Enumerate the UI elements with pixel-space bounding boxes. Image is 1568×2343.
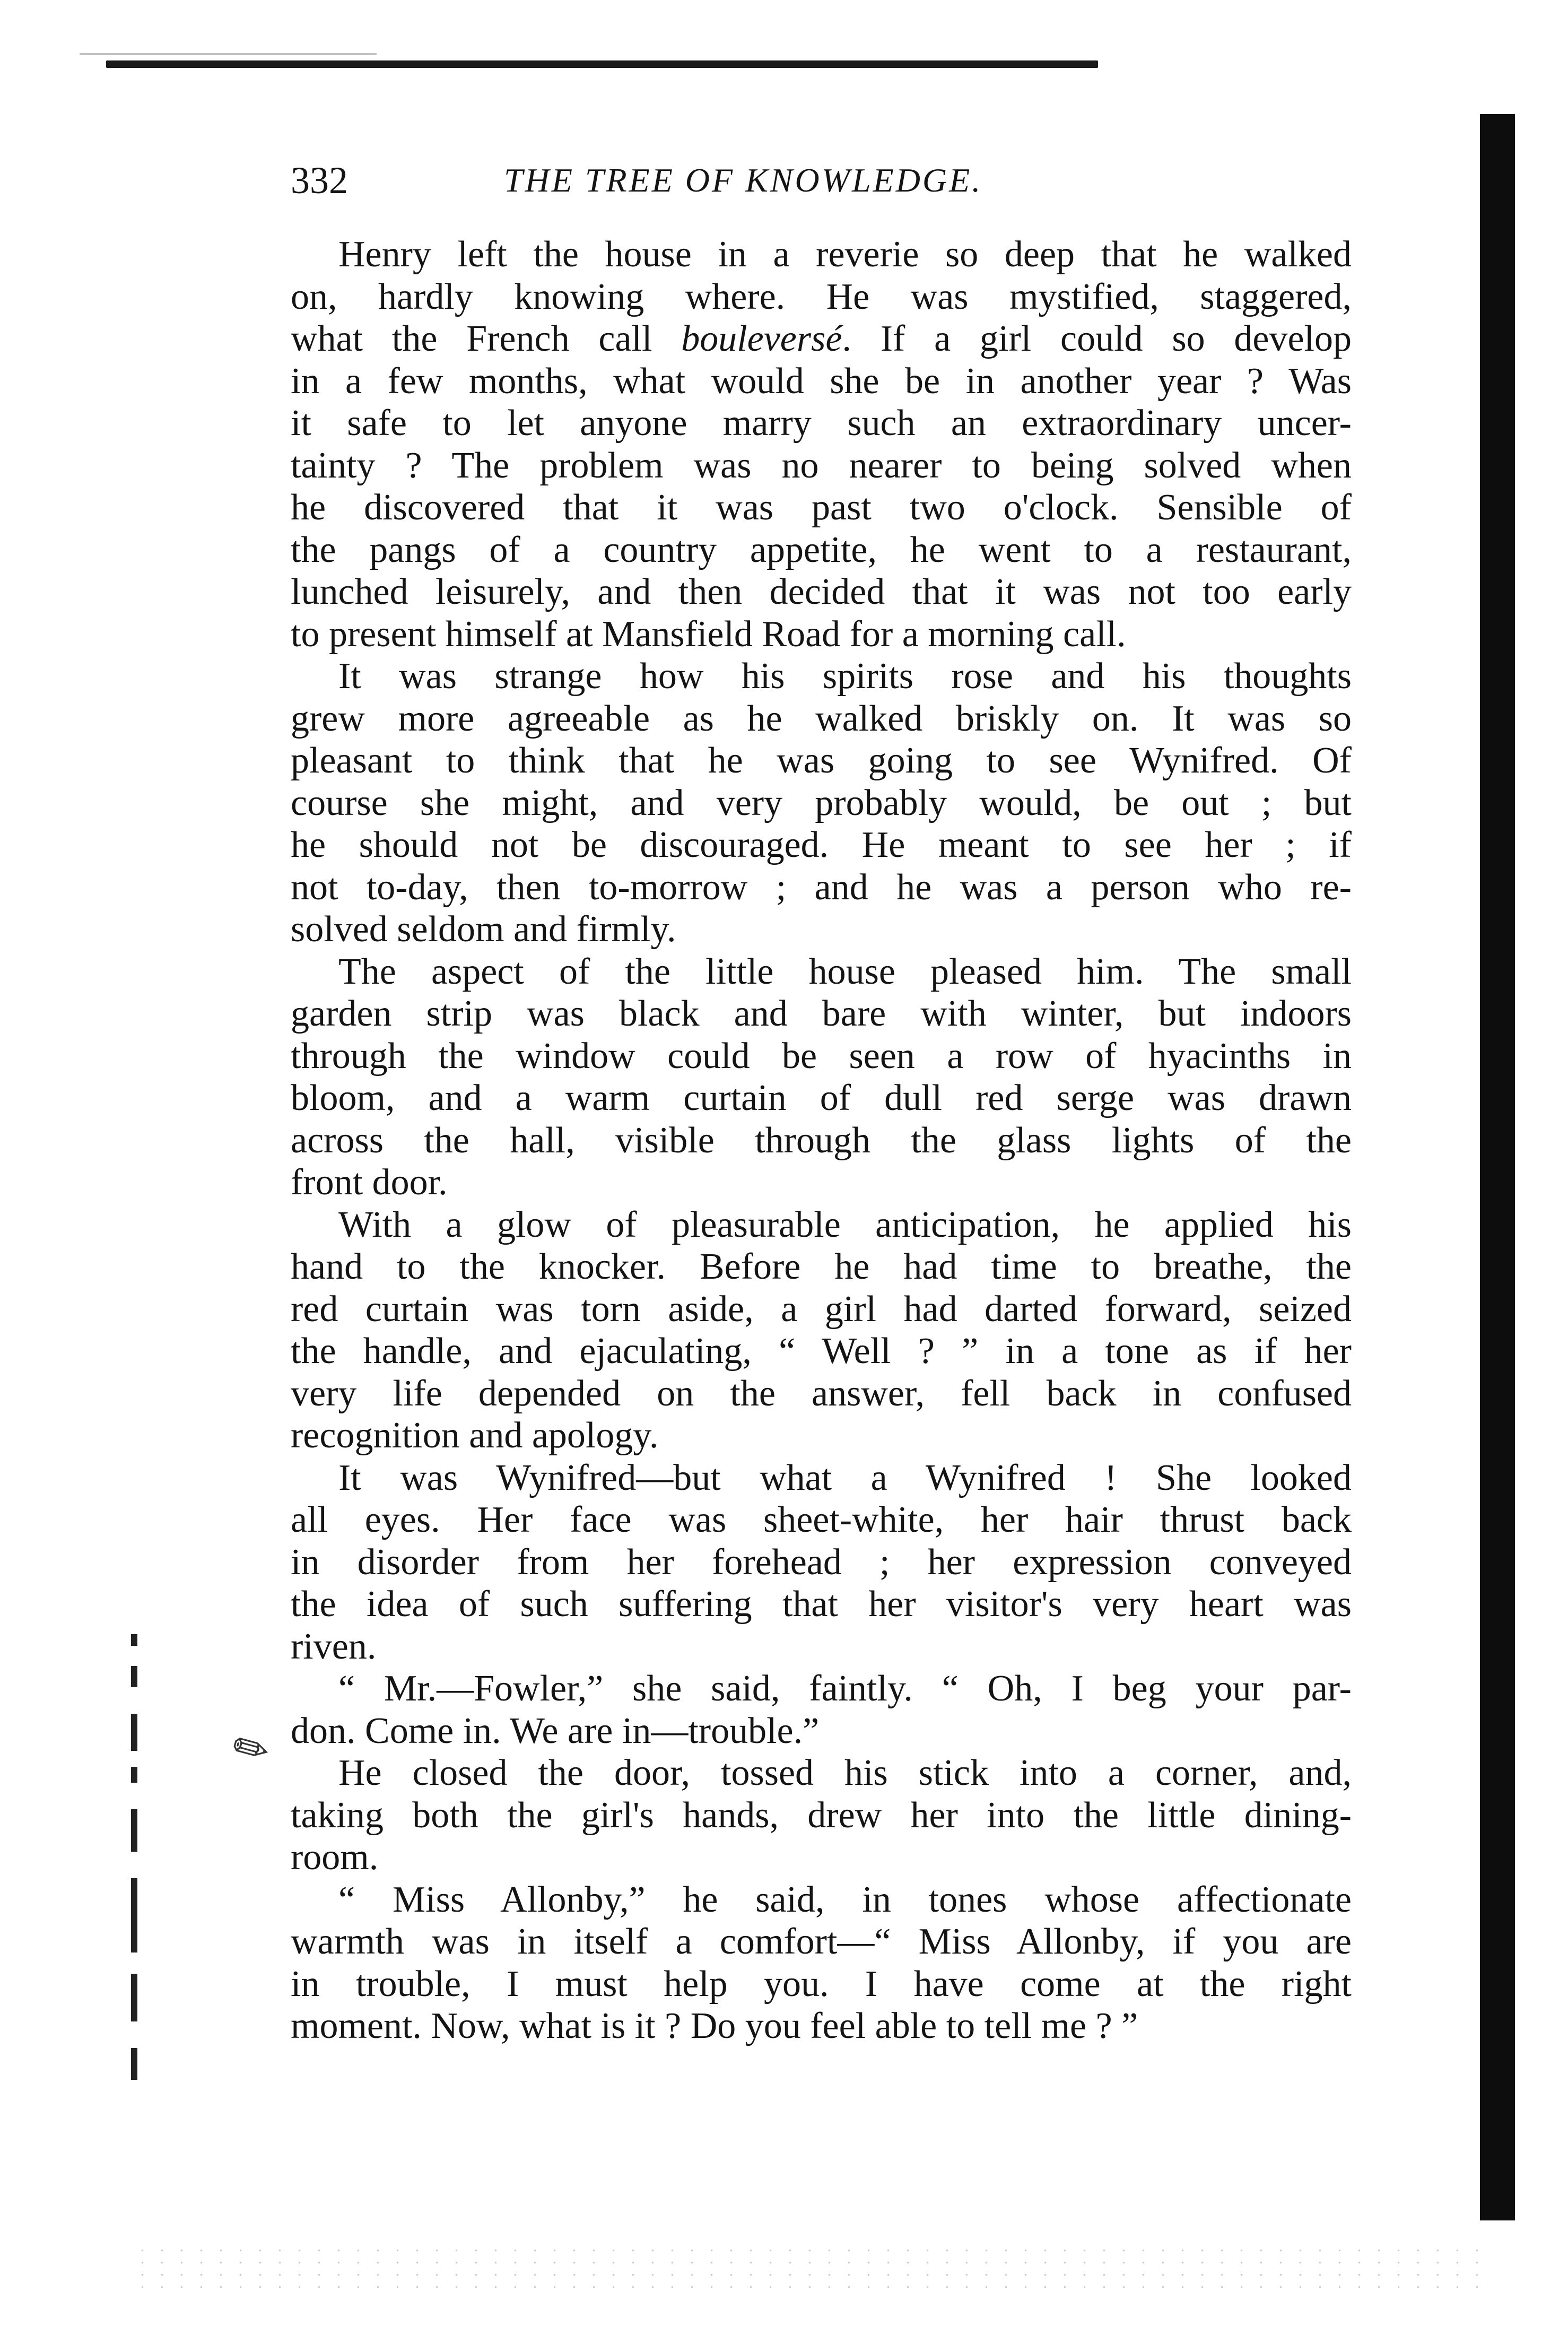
- text-line: in trouble, I must help you. I have come at the right: [291, 1963, 1352, 2004]
- text-line: the idea of such suffering that her visitor's very heart was: [291, 1584, 1352, 1625]
- text-line: across the hall, visible through the glass lights of the: [291, 1120, 1352, 1161]
- page-number: 332: [291, 159, 348, 202]
- margin-marks: [125, 1634, 146, 2112]
- text-line: lunched leisurely, and then decided that it was not too early: [291, 571, 1352, 612]
- text-line: he discovered that it was past two o'clock. Sensible of: [291, 487, 1352, 528]
- text-line: warmth was in itself a comfort—“ Miss Allonby, if you are: [291, 1921, 1352, 1962]
- text-line: through the window could be seen a row of hyacinths in: [291, 1035, 1352, 1077]
- text-line: red curtain was torn aside, a girl had darted forward, seized: [291, 1288, 1352, 1330]
- text-line: the pangs of a country appetite, he went to a restaurant,: [291, 529, 1352, 570]
- text-line: solved seldom and firmly.: [291, 909, 676, 950]
- scan-noise: [133, 2244, 1485, 2292]
- text-line: taking both the girl's hands, drew her into the little dining-: [291, 1794, 1352, 1836]
- text-line: recognition and apology.: [291, 1415, 659, 1456]
- text-line: in disorder from her forehead ; her expression conveyed: [291, 1541, 1352, 1583]
- text-line: it safe to let anyone marry such an extraordinary uncer-: [291, 403, 1352, 444]
- text-line: all eyes. Her face was sheet-white, her hair thrust back: [291, 1499, 1352, 1540]
- text-line: room.: [291, 1837, 379, 1878]
- body-text: [291, 233, 1352, 2047]
- text-line: The aspect of the little house pleased him. The small: [338, 951, 1352, 992]
- text-line: on, hardly knowing where. He was mystified, staggered,: [291, 276, 1352, 317]
- text-line: garden strip was black and bare with winter, but indoors: [291, 993, 1352, 1034]
- text-line: Henry left the house in a reverie so deep that he walked: [338, 234, 1352, 275]
- text-line: not to-day, then to-morrow ; and he was a person who re-: [291, 866, 1352, 908]
- text-line: the handle, and ejaculating, “ Well ? ” in a tone as if her: [291, 1331, 1352, 1372]
- text-line: With a glow of pleasurable anticipation, he applied his: [338, 1204, 1352, 1245]
- text-line: very life depended on the answer, fell back in confused: [291, 1373, 1352, 1414]
- text-line: to present himself at Mansfield Road for a morning call.: [291, 613, 1126, 655]
- scan-edge-line: [80, 53, 377, 55]
- top-rule: [106, 60, 1098, 68]
- text-line: what the French call bouleversé. If a girl could so develop: [291, 318, 1352, 359]
- text-line: riven.: [291, 1626, 377, 1667]
- text-line: It was strange how his spirits rose and his thoughts: [338, 656, 1352, 697]
- text-line: tainty ? The problem was no nearer to being solved when: [291, 445, 1352, 486]
- text-line: pleasant to think that he was going to see Wynifred. Of: [291, 740, 1352, 781]
- text-line: in a few months, what would she be in another year ? Was: [291, 360, 1352, 402]
- page-header: [0, 154, 1568, 212]
- italic-phrase: bouleversé: [681, 318, 842, 359]
- pencil-mark-icon: ✎: [224, 1721, 279, 1779]
- text-line: course she might, and very probably would, be out ; but: [291, 782, 1352, 823]
- text-line: “ Mr.—Fowler,” she said, faintly. “ Oh, I beg your par-: [338, 1668, 1352, 1709]
- text-line: “ Miss Allonby,” he said, in tones whose affectionate: [338, 1879, 1352, 1920]
- text-line: grew more agreeable as he walked briskly on. It was so: [291, 698, 1352, 739]
- running-title: THE TREE OF KNOWLEDGE.: [504, 161, 983, 199]
- page-edge-shadow: [1480, 114, 1515, 2220]
- text-line: bloom, and a warm curtain of dull red serge was drawn: [291, 1078, 1352, 1118]
- text-line: don. Come in. We are in—trouble.”: [291, 1710, 820, 1751]
- text-line: front door.: [291, 1162, 448, 1203]
- text-line: He closed the door, tossed his stick into a corner, and,: [338, 1752, 1352, 1793]
- text-line: he should not be discouraged. He meant to see her ; if: [291, 825, 1352, 865]
- text-line: It was Wynifred—but what a Wynifred ! She looked: [338, 1457, 1352, 1498]
- text-line: moment. Now, what is it ? Do you feel able to tell me ? ”: [291, 2006, 1138, 2046]
- text-line: hand to the knocker. Before he had time to breathe, the: [291, 1246, 1352, 1287]
